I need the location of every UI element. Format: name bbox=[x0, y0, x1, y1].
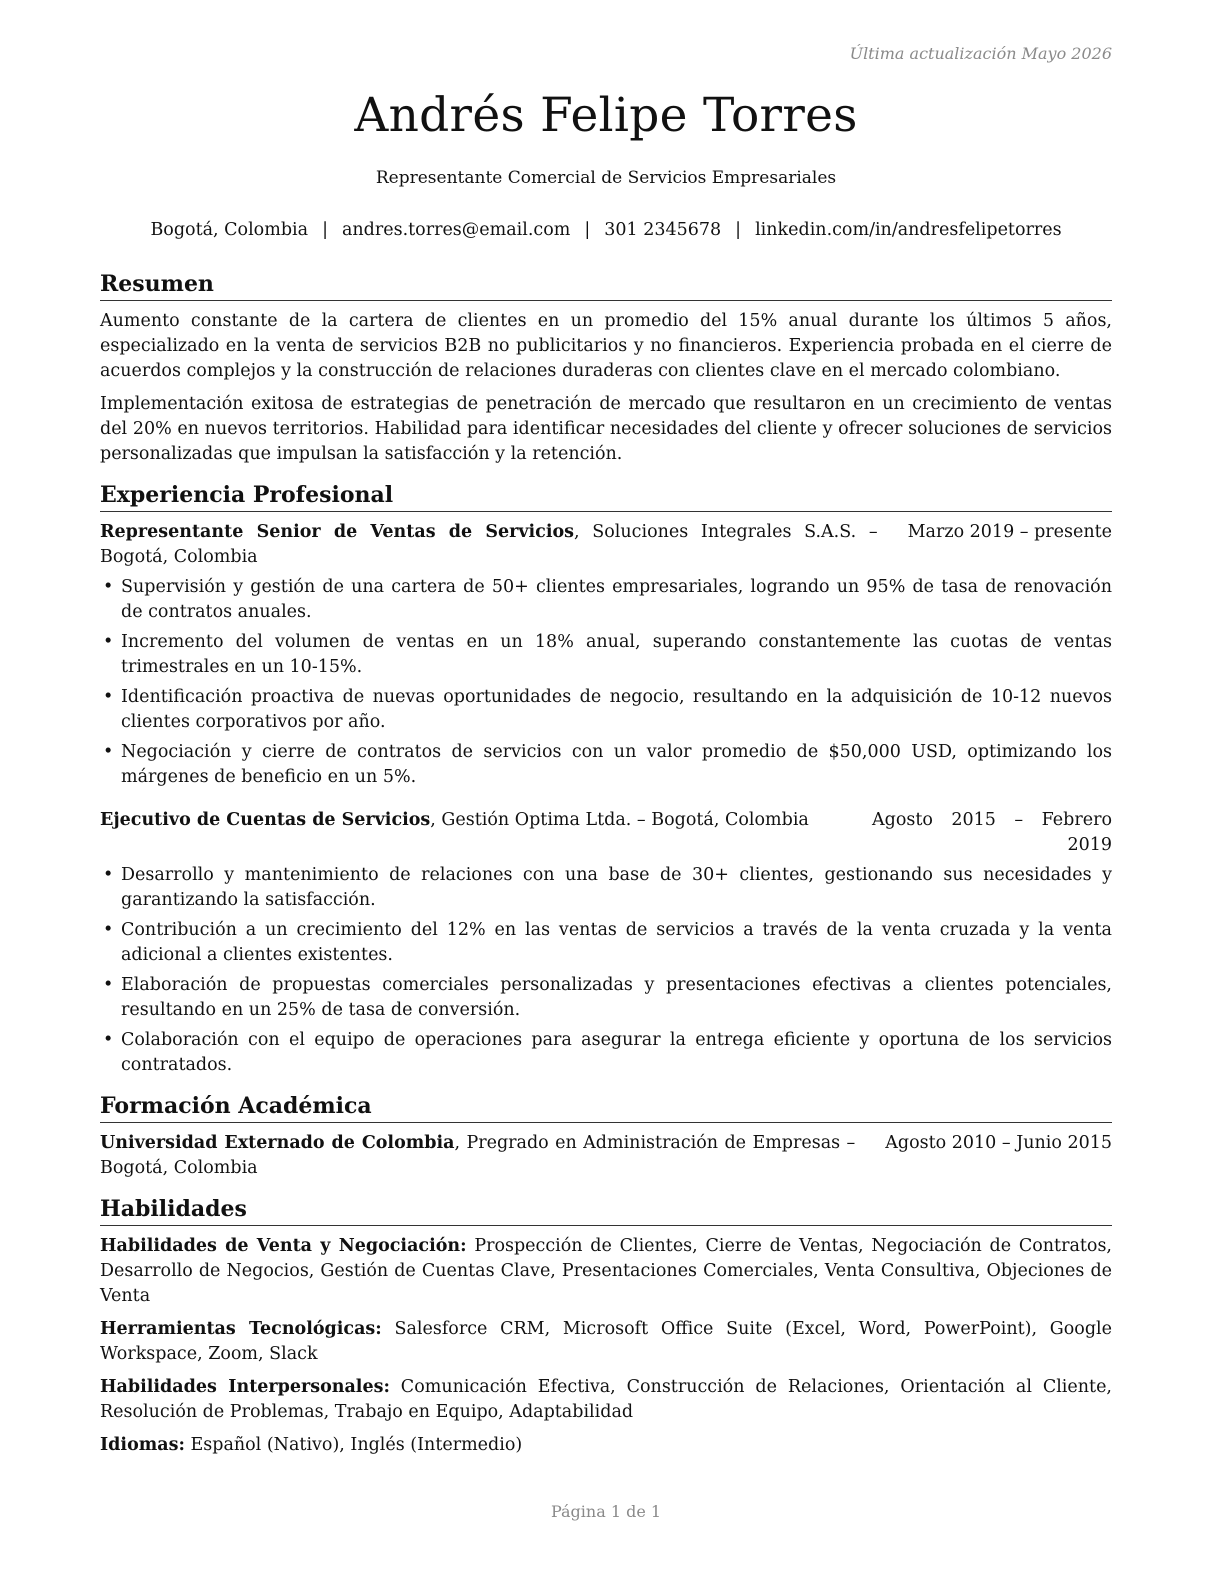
job-dates: Agosto 2015 – Febrero 2019 bbox=[872, 810, 1112, 855]
contact-email[interactable]: andres.torres@email.com bbox=[341, 220, 571, 240]
bullet-icon: • bbox=[103, 865, 114, 885]
skill-label: Herramientas Tecnológicas: bbox=[100, 1319, 382, 1339]
contact-line bbox=[100, 220, 1112, 240]
job-company: , Soluciones Integrales S.A.S. – Bogotá, Colombia bbox=[100, 522, 878, 567]
candidate-role: Representante Comercial de Servicios Empresariales bbox=[375, 168, 837, 188]
contact-separator: | bbox=[735, 220, 742, 240]
skill-group bbox=[100, 1317, 1112, 1367]
resume-page bbox=[100, 0, 1112, 1584]
bullet-icon: • bbox=[103, 742, 114, 762]
bullet-icon: • bbox=[103, 975, 114, 995]
skill-group bbox=[100, 1234, 1112, 1309]
job-entry bbox=[100, 520, 1112, 790]
experience-section bbox=[100, 481, 1112, 1078]
skill-group bbox=[100, 1375, 1112, 1425]
contact-separator: | bbox=[322, 220, 328, 240]
section-title-education: Formación Académica bbox=[100, 1092, 1112, 1123]
list-item bbox=[100, 575, 1112, 625]
job-bullets bbox=[100, 863, 1112, 1078]
job-position: Ejecutivo de Cuentas de Servicios bbox=[100, 810, 431, 830]
education-dates: Agosto 2010 – Junio 2015 bbox=[885, 1133, 1112, 1153]
education-section bbox=[100, 1092, 1112, 1181]
skill-value: Comunicación Efectiva, Construcción de Relaciones, Orientación al Cliente, Resolución de Problemas, Trabajo en Equipo, Adaptabilidad bbox=[100, 1377, 1112, 1422]
list-item bbox=[100, 1028, 1112, 1078]
bullet-text: Supervisión y gestión de una cartera de 50+ clientes empresariales, logrando un 95% de tasa de renovación de contratos anuales. bbox=[121, 577, 1112, 622]
skill-value: Español (Nativo), Inglés (Intermedio) bbox=[184, 1435, 523, 1455]
job-title-line bbox=[100, 520, 908, 570]
education-line bbox=[100, 1131, 885, 1181]
bullet-text: Incremento del volumen de ventas en un 18% anual, superando constantemente las cuotas de ventas trimestrales en un 10-15%. bbox=[121, 632, 1112, 677]
bullet-text: Negociación y cierre de contratos de servicios con un valor promedio de $50,000 USD, optimizando los márgenes de beneficio en un 5%. bbox=[121, 742, 1112, 787]
list-item bbox=[100, 918, 1112, 968]
summary-section bbox=[100, 270, 1112, 467]
list-item bbox=[100, 863, 1112, 913]
skill-value: Salesforce CRM, Microsoft Office Suite (Excel, Word, PowerPoint), Google Workspace, Zoom, Slack bbox=[100, 1319, 1112, 1364]
job-title-line bbox=[100, 808, 872, 833]
bullet-icon: • bbox=[103, 920, 114, 940]
page-number: Página 1 de 1 bbox=[550, 1502, 662, 1521]
education-institution: Universidad Externado de Colombia bbox=[100, 1133, 455, 1153]
candidate-name: Andrés Felipe Torres bbox=[354, 88, 858, 143]
skill-label: Habilidades Interpersonales: bbox=[100, 1377, 390, 1397]
skill-value: Prospección de Clientes, Cierre de Ventas, Negociación de Contratos, Desarrollo de Negocios, Gestión de Cuentas Clave, Presentaciones Comerciales, Venta Consultiva, Objeciones de Venta bbox=[100, 1236, 1112, 1306]
summary-paragraph: Aumento constante de la cartera de clientes en un promedio del 15% anual durante los últimos 5 años, especializado en la venta de servicios B2B no publicitarios y no financieros. Experiencia probada en el cierre de acuerdos complejos y la construcción de relaciones duraderas con clientes clave en el mercado colombiano. bbox=[100, 311, 1112, 381]
last-updated: Última actualización Mayo 2026 bbox=[849, 44, 1112, 63]
job-bullets bbox=[100, 575, 1112, 790]
list-item bbox=[100, 685, 1112, 735]
bullet-text: Contribución a un crecimiento del 12% en las ventas de servicios a través de la venta cruzada y la venta adicional a clientes existentes. bbox=[121, 920, 1112, 965]
contact-location: Bogotá, Colombia bbox=[150, 220, 309, 240]
bullet-icon: • bbox=[103, 687, 114, 707]
list-item bbox=[100, 973, 1112, 1023]
skills-section bbox=[100, 1195, 1112, 1458]
summary-paragraph: Implementación exitosa de estrategias de penetración de mercado que resultaron en un crecimiento de ventas del 20% en nuevos territorios. Habilidad para identificar necesidades del cliente y ofrecer soluciones de servicios personalizadas que impulsan la satisfacción y la retención. bbox=[100, 394, 1112, 464]
education-degree: , Pregrado en Administración de Empresas – Bogotá, Colombia bbox=[100, 1133, 856, 1178]
education-entry bbox=[100, 1131, 1112, 1181]
list-item bbox=[100, 740, 1112, 790]
job-entry bbox=[100, 808, 1112, 1078]
bullet-text: Desarrollo y mantenimiento de relaciones con una base de 30+ clientes, gestionando sus necesidades y garantizando la satisfacción. bbox=[121, 865, 1112, 910]
skill-group bbox=[100, 1433, 1112, 1458]
contact-separator: | bbox=[584, 220, 591, 240]
bullet-text: Identificación proactiva de nuevas oportunidades de negocio, resultando en la adquisición de 10-12 nuevos clientes corporativos por año. bbox=[121, 687, 1112, 732]
job-header bbox=[100, 520, 1112, 570]
bullet-icon: • bbox=[103, 1030, 114, 1050]
job-position: Representante Senior de Ventas de Servicios bbox=[100, 522, 575, 542]
section-title-experience: Experiencia Profesional bbox=[100, 481, 1112, 512]
bullet-icon: • bbox=[103, 632, 114, 652]
job-dates: Marzo 2019 – presente bbox=[907, 522, 1112, 542]
contact-linkedin[interactable]: linkedin.com/in/andresfelipetorres bbox=[755, 220, 1062, 240]
job-company: , Gestión Optima Ltda. – Bogotá, Colombia bbox=[430, 810, 809, 830]
contact-phone: 301 2345678 bbox=[604, 220, 722, 240]
job-header bbox=[100, 808, 1112, 858]
bullet-icon: • bbox=[103, 577, 114, 597]
section-title-skills: Habilidades bbox=[100, 1195, 1112, 1226]
resume-body bbox=[100, 270, 1112, 1472]
skill-label: Habilidades de Venta y Negociación: bbox=[100, 1236, 467, 1256]
list-item bbox=[100, 630, 1112, 680]
section-title-summary: Resumen bbox=[100, 270, 1112, 301]
skill-label: Idiomas: bbox=[100, 1435, 185, 1455]
bullet-text: Colaboración con el equipo de operaciones para asegurar la entrega eficiente y oportuna de los servicios contratados. bbox=[121, 1030, 1112, 1075]
bullet-text: Elaboración de propuestas comerciales personalizadas y presentaciones efectivas a clientes potenciales, resultando en un 25% de tasa de conversión. bbox=[121, 975, 1112, 1020]
